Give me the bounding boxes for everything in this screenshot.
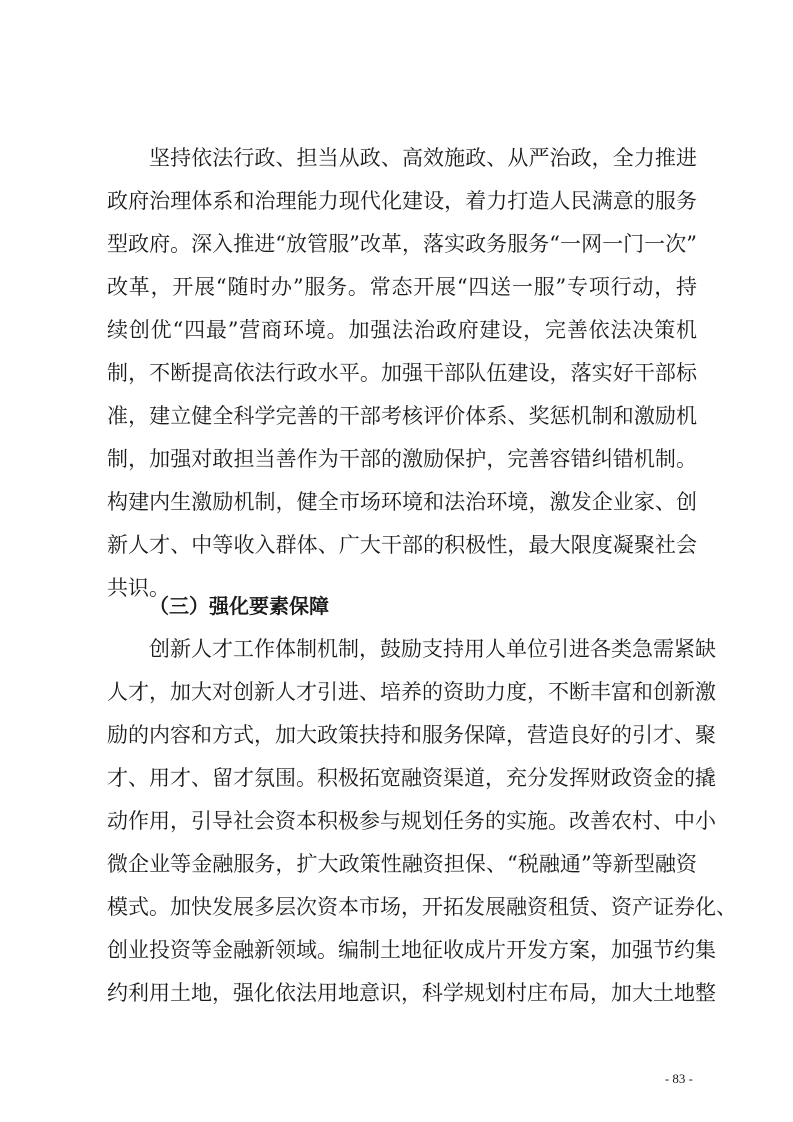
- paragraph-line: 人才，加大对创新人才引进、培养的资助力度，不断丰富和创新激: [107, 680, 716, 704]
- paragraph-line: 创业投资等金融新领域。编制土地征收成片开发方案，加强节约集: [107, 938, 716, 962]
- paragraph-line: 模式。加快发展多层次资本市场，开拓发展融资租赁、资产证券化、: [107, 895, 737, 919]
- paragraph-line: 励的内容和方式，加大政策扶持和服务保障，营造良好的引才、聚: [107, 723, 716, 747]
- paragraph-line: 微企业等金融服务，扩大政策性融资担保、“税融通”等新型融资: [107, 852, 697, 876]
- paragraph-line: 才、用才、留才氛围。积极拓宽融资渠道，充分发挥财政资金的撬: [107, 766, 716, 790]
- paragraph-line: 创新人才工作体制机制，鼓励支持用人单位引进各类急需紧缺: [149, 637, 716, 661]
- paragraph-line: 准，建立健全科学完善的干部考核评价体系、奖惩机制和激励机: [107, 404, 697, 428]
- paragraph-line: 动作用，引导社会资本积极参与规划任务的实施。改善农村、中小: [107, 809, 716, 833]
- paragraph-line: 改革，开展“随时办”服务。常态开展“四送一服”专项行动，持: [107, 275, 697, 299]
- page-number: - 83 -: [664, 1071, 693, 1086]
- paragraph-line: 构建内生激励机制，健全市场环境和法治环境，激发企业家、创: [107, 490, 697, 514]
- paragraph-line: 新人才、中等收入群体、广大干部的积极性，最大限度凝聚社会: [107, 533, 697, 557]
- section-heading: （三）强化要素保障: [149, 594, 329, 618]
- paragraph-line: 约利用土地，强化依法用地意识，科学规划村庄布局，加大土地整: [107, 981, 716, 1005]
- paragraph-line: 型政府。深入推进“放管服”改革，落实政务服务“一网一门一次”: [107, 232, 697, 256]
- paragraph-line: 政府治理体系和治理能力现代化建设，着力打造人民满意的服务: [107, 189, 697, 213]
- paragraph-line: 坚持依法行政、担当从政、高效施政、从严治政，全力推进: [149, 146, 697, 170]
- paragraph-line: 制，不断提高依法行政水平。加强干部队伍建设，落实好干部标: [107, 361, 697, 385]
- paragraph-line: 续创优“四最”营商环境。加强法治政府建设，完善依法决策机: [107, 318, 697, 342]
- paragraph-line: 制，加强对敢担当善作为干部的激励保护，完善容错纠错机制。: [107, 447, 697, 471]
- paragraph-line: 共识。: [107, 576, 170, 600]
